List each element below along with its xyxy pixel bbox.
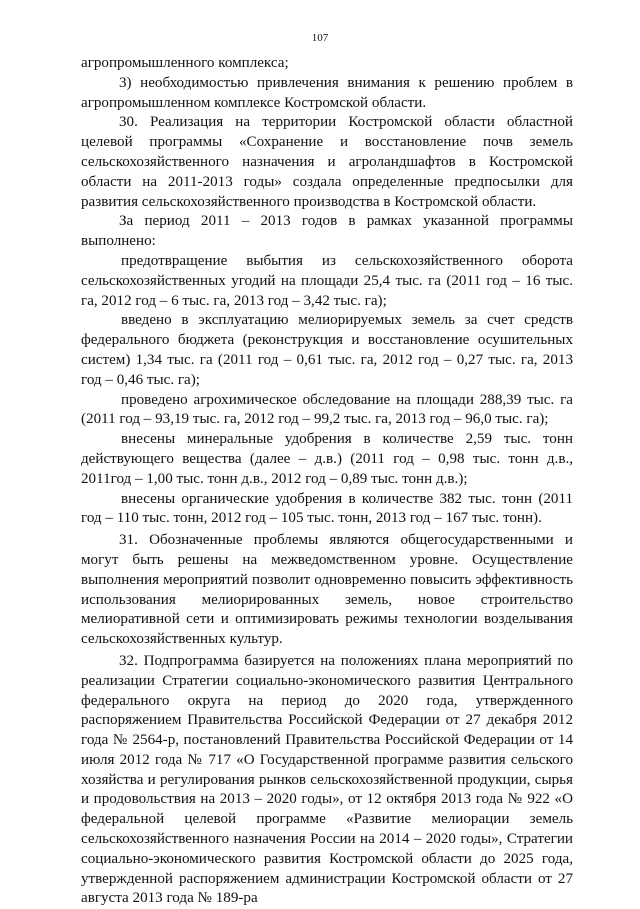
paragraph-period-intro: За период 2011 – 2013 годов в рамках указанной программы выполнено: xyxy=(81,213,573,250)
result-item-mineral-fertilizers: внесены минеральные удобрения в количестве 2,59 тыс. тонн действующего вещества (далее – д.в.) (2011 год – 0,98 тыс. тонн д.в., 2011год – 1,00 тыс. тонн д.в., 2012 год – 0,89 тыс. тонн д.в.); xyxy=(81,431,573,487)
result-item-prevention: предотвращение выбытия из сельскохозяйственного оборота сельскохозяйственных угодий на площади 25,4 тыс. га (2011 год – 16 тыс. га, 2012 год – 6 тыс. га, 2013 год – 3,42 тыс. га); xyxy=(81,252,573,309)
document-body xyxy=(81,54,573,909)
paragraph-30: 30. Реализация на территории Костромской области областной целевой программы «Сохранение и восстановление почв земель сельскохозяйственного назначения и агроландшафтов в Костромской области на 2011-2013 годы» создала определенные предпосылки для развития сельскохозяйственного производства в Костромской области. xyxy=(81,114,573,210)
page-number: 107 xyxy=(311,32,329,44)
result-item-organic-fertilizers: внесены органические удобрения в количестве 382 тыс. тонн (2011 год – 110 тыс. тонн, 2012 год – 105 тыс. тонн, 2013 год – 167 тыс. тонн). xyxy=(81,490,573,527)
paragraph-32: 32. Подпрограмма базируется на положениях плана мероприятий по реализации Стратегии социально-экономического развития Центрального федерального округа на период до 2020 года, утвержденного распоряжением Правительства Российской Федерации от 27 декабря 2012 года № 2564-р, постановлений Правительства Российской Федерации от 14 июля 2012 года № 717 «О Государственной программе развития сельского хозяйства и регулирования рынков сельскохозяйственной продукции, сырья и продовольствия на 2013 – 2020 годы», от 12 октября 2013 года № 922 «О федеральной целевой программе «Развитие мелиорации земель сельскохозяйственного назначения России на 2014 – 2020 годы», Стратегии социально-экономического развития Костромской области до 2025 года, утвержденной распоряжением администрации Костромской области от 27 августа 2013 года № 189-ра xyxy=(81,652,573,907)
paragraph-continuation: агропромышленного комплекса; xyxy=(81,55,289,71)
list-item-3: 3) необходимостью привлечения внимания к решению проблем в агропромышленном комплексе Костромской области. xyxy=(81,74,573,111)
paragraph-31: 31. Обозначенные проблемы являются общегосударственными и могут быть решены на межведомственном уровне. Осуществление выполнения мероприятий позволит одновременно повысить эффективность использования мелиорированных земель, новое строительство мелиоративной сети и оптимизировать режимы технологии возделывания сельскохозяйственных культур. xyxy=(81,532,573,648)
result-item-agrochemical: проведено агрохимическое обследование на площади 288,39 тыс. га (2011 год – 93,19 тыс. га, 2012 год – 99,2 тыс. га, 2013 год – 96,0 тыс. га); xyxy=(81,391,573,428)
result-item-reclamation: введено в эксплуатацию мелиорируемых земель за счет средств федерального бюджета (реконструкция и восстановление осушительных систем) 1,34 тыс. га (2011 год – 0,61 тыс. га, 2012 год – 0,27 тыс. га, 2013 год – 0,46 тыс. га); xyxy=(81,312,573,388)
